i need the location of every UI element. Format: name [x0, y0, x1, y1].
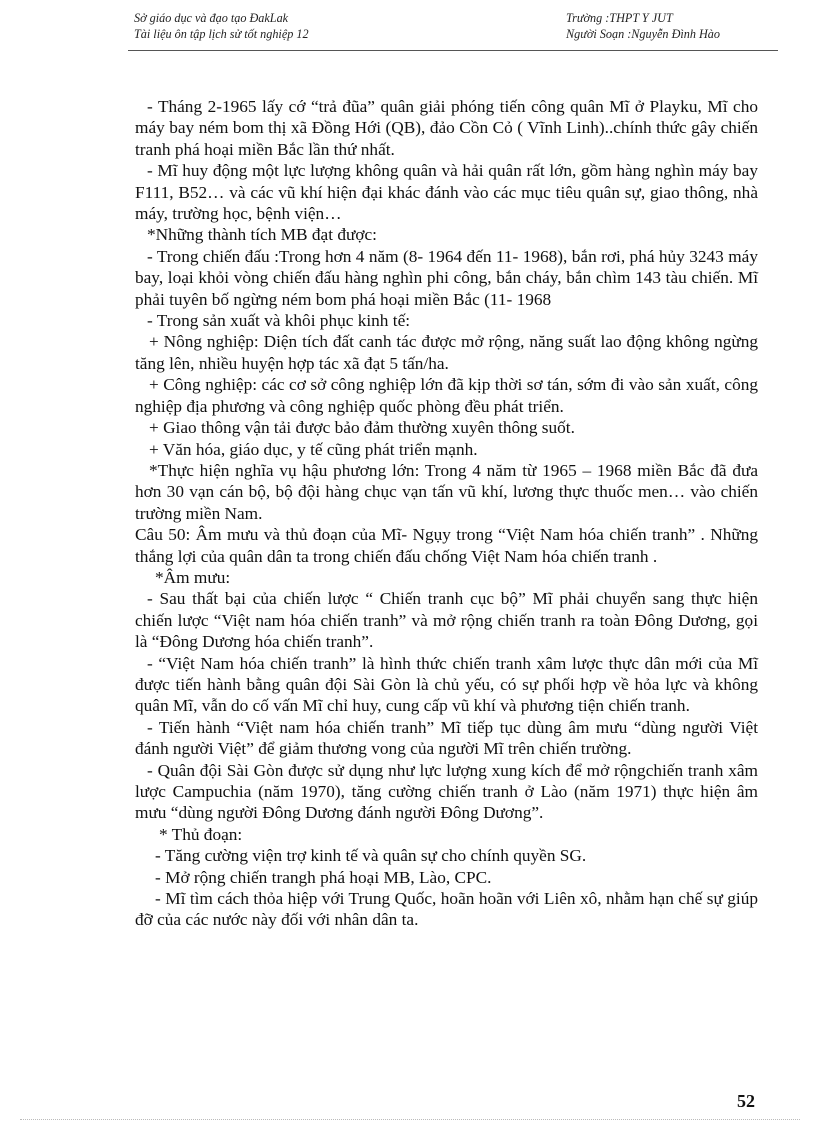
- paragraph: - Quân đội Sài Gòn được sử dụng như lực lượng xung kích để mở rộngchiến tranh xâm lược Campuchia (năm 1970), tăng cường chiến tranh ở Lào (năm 1971) thực hiện âm mưu “dùng người Đông Dương đánh người Đông Dương”.: [135, 760, 758, 823]
- footer-divider: [20, 1119, 800, 1120]
- paragraph: - Mĩ huy động một lực lượng không quân và hải quân rất lớn, gồm hàng nghìn máy bay F111, B52… và các vũ khí hiện đại khác đánh vào các mục tiêu quân sự, giao thông, nhà máy, trường học, bệnh viện…: [135, 161, 758, 224]
- header-school-name: Trường :THPT Y JUT: [566, 11, 673, 25]
- paragraph: - Tiến hành “Việt nam hóa chiến tranh” Mĩ tiếp tục dùng âm mưu “dùng người Việt đánh người Việt” để giảm thương vong của người Mĩ trên chiến trường.: [135, 717, 758, 759]
- header-author: Người Soạn :Nguyễn Đình Hào: [566, 27, 720, 41]
- header-school-department: Sở giáo dục và đạo tạo ĐakLak: [134, 11, 289, 25]
- paragraph: - Sau thất bại của chiến lược “ Chiến tranh cục bộ” Mĩ phải chuyển sang thực hiện chiến lược “Việt nam hóa chiến tranh” và mở rộng chiến tranh ra toàn Đông Dương, gọi là “Đông Dương hóa chiến tranh”.: [135, 589, 758, 652]
- paragraph: - Trong sản xuất và khôi phục kinh tế:: [147, 311, 411, 331]
- document-body: [135, 96, 758, 931]
- question-heading: Câu 50: Âm mưu và thủ đoạn của Mĩ- Ngụy trong “Việt Nam hóa chiến tranh” . Những thắng lợi của quân dân ta trong chiến đấu chống Việt Nam hóa chiến tranh .: [135, 525, 758, 566]
- section-heading: *Những thành tích MB đạt được:: [147, 225, 377, 245]
- header-document-title: Tài liệu ôn tập lịch sử tốt nghiệp 12: [134, 27, 309, 41]
- paragraph: - “Việt Nam hóa chiến tranh” là hình thức chiến tranh xâm lược thực dân mới của Mĩ được tiến hành bằng quân đội Sài Gòn là chủ yếu, có sự phối hợp về hỏa lực và không quân Mĩ, vẫn do cố vấn Mĩ chỉ huy, cung cấp vũ khí và phương tiện chiến tranh.: [135, 653, 758, 716]
- paragraph: *Thực hiện nghĩa vụ hậu phương lớn: Trong 4 năm từ 1965 – 1968 miền Bắc đã đưa hơn 30 vạn cán bộ, bộ đội hàng chục vạn tấn vũ khí, lương thực thuốc men… vào chiến trường miền Nam.: [135, 460, 758, 523]
- paragraph: - Mĩ tìm cách thỏa hiệp với Trung Quốc, hoãn hoãn với Liên xô, nhằm hạn chế sự giúp đỡ của các nước này đối với nhân dân ta.: [135, 889, 758, 930]
- paragraph: + Công nghiệp: các cơ sở công nghiệp lớn đã kịp thời sơ tán, sớm đi vào sản xuất, công nghiệp địa phương và công nghiệp quốc phòng đều phát triển.: [135, 375, 758, 416]
- page-number: 52: [737, 1091, 755, 1111]
- paragraph: - Mở rộng chiến trangh phá hoại MB, Lào, CPC.: [155, 867, 492, 887]
- section-heading: *Âm mưu:: [155, 567, 231, 587]
- header-right: [566, 10, 720, 42]
- paragraph: + Giao thông vận tải được bảo đảm thường xuyên thông suốt.: [149, 418, 575, 438]
- paragraph: - Tháng 2-1965 lấy cớ “trả đũa” quân giải phóng tiến công quân Mĩ ở Playku, Mĩ cho máy bay ném bom thị xã Đồng Hới (QB), đảo Cồn Cỏ ( Vĩnh Linh)..chính thức gây chiến tranh phá hoại miền Bắc lần thứ nhất.: [135, 97, 758, 159]
- paragraph: + Nông nghiệp: Diện tích đất canh tác được mở rộng, năng suất lao động không ngừng tăng lên, nhiều huyện hợp tác xã đạt 5 tấn/ha.: [135, 332, 758, 373]
- header-divider: [128, 50, 778, 51]
- paragraph: - Trong chiến đấu :Trong hơn 4 năm (8- 1964 đến 11- 1968), bắn rơi, phá hủy 3243 máy bay, loại khỏi vòng chiến đấu hàng nghìn phi công, bắn cháy, bắn chìm 143 tàu chiến. Mĩ phải tuyên bố ngừng ném bom phá hoại miền Bắc (11- 1968: [135, 246, 758, 309]
- header-left: [134, 10, 309, 42]
- paragraph: + Văn hóa, giáo dục, y tế cũng phát triển mạnh.: [149, 439, 478, 459]
- paragraph: - Tăng cường viện trợ kinh tế và quân sự cho chính quyền SG.: [155, 846, 587, 866]
- section-heading: * Thủ đoạn:: [159, 824, 243, 844]
- page-header: [134, 10, 774, 44]
